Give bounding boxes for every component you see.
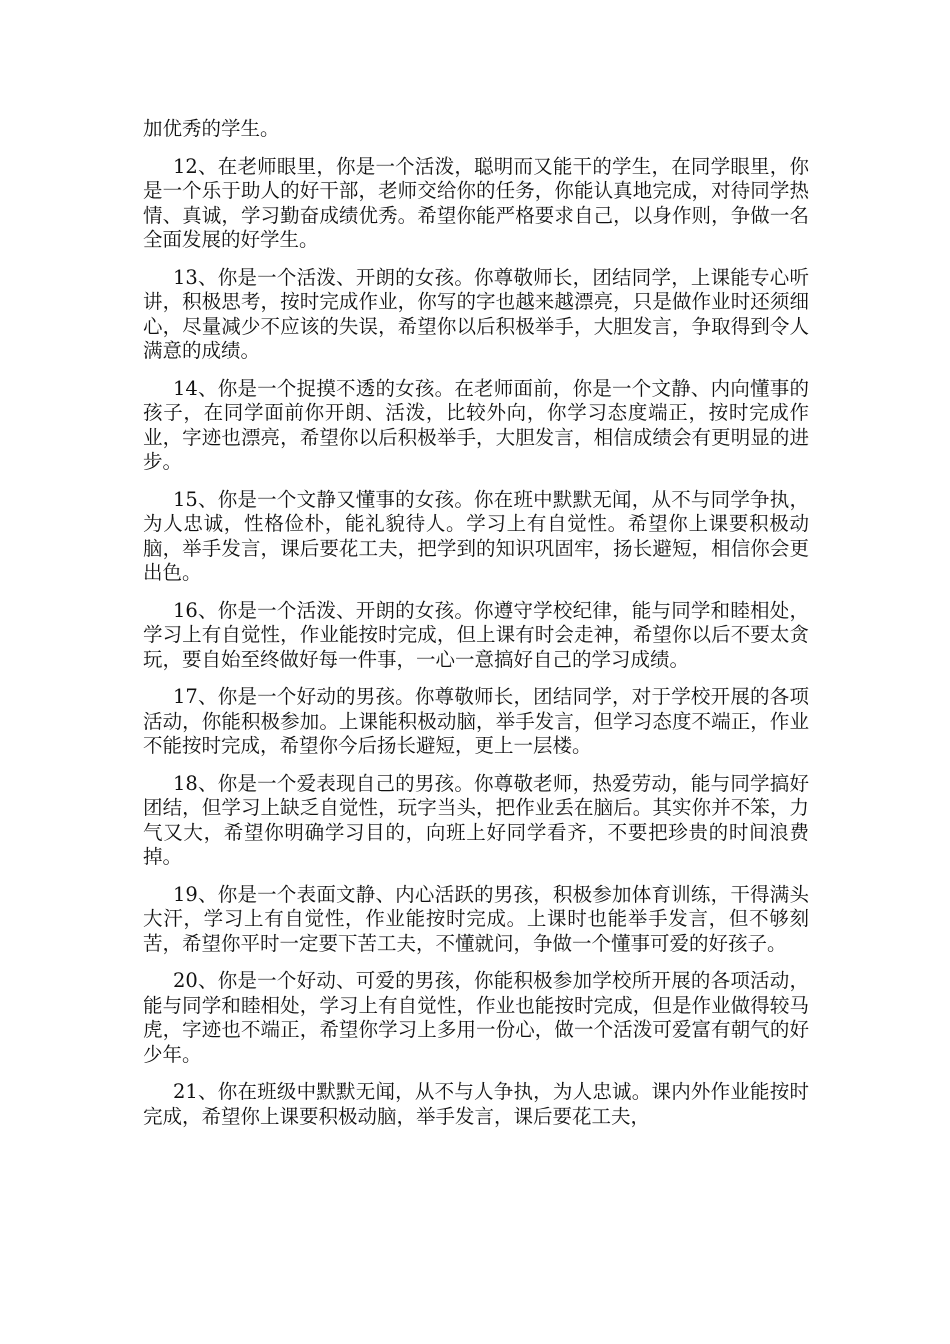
paragraph-comment-18: 18、你是一个爱表现自己的男孩。你尊敬老师，热爱劳动，能与同学搞好团结，但学习上缺乏自觉性，玩字当头，把作业丢在脑后。其实你并不笨，力气又大，希望你明确学习目的，向班上好同学看齐，不要把珍贵的时间浪费掉。 bbox=[143, 771, 809, 868]
paragraph-comment-14: 14、你是一个捉摸不透的女孩。在老师面前，你是一个文静、内向懂事的孩子，在同学面前你开朗、活泼，比较外向，你学习态度端正，按时完成作业，字迹也漂亮，希望你以后积极举手，大胆发言，相信成绩会有更明显的进步。 bbox=[143, 376, 809, 473]
paragraph-comment-19: 19、你是一个表面文静、内心活跃的男孩，积极参加体育训练，干得满头大汗，学习上有自觉性，作业能按时完成。上课时也能举手发言，但不够刻苦，希望你平时一定要下苦工夫，不懂就问，争做一个懂事可爱的好孩子。 bbox=[143, 882, 809, 955]
paragraph-comment-20: 20、你是一个好动、可爱的男孩，你能积极参加学校所开展的各项活动，能与同学和睦相处，学习上有自觉性，作业也能按时完成，但是作业做得较马虎，字迹也不端正，希望你学习上多用一份心，做一个活泼可爱富有朝气的好少年。 bbox=[143, 969, 809, 1066]
paragraph-comment-16: 16、你是一个活泼、开朗的女孩。你遵守学校纪律，能与同学和睦相处，学习上有自觉性，作业能按时完成，但上课有时会走神，希望你以后不要太贪玩，要自始至终做好每一件事，一心一意搞好自己的学习成绩。 bbox=[143, 598, 809, 671]
document-body bbox=[143, 117, 809, 1142]
paragraph-comment-21: 21、你在班级中默默无闻，从不与人争执，为人忠诚。课内外作业能按时完成，希望你上课要积极动脑，举手发言，课后要花工夫， bbox=[143, 1080, 809, 1128]
paragraph-comment-17: 17、你是一个好动的男孩。你尊敬师长，团结同学，对于学校开展的各项活动，你能积极参加。上课能积极动脑，举手发言，但学习态度不端正，作业不能按时完成，希望你今后扬长避短，更上一层楼。 bbox=[143, 685, 809, 757]
paragraph-comment-12: 12、在老师眼里，你是一个活泼，聪明而又能干的学生，在同学眼里，你是一个乐于助人的好干部，老师交给你的任务，你能认真地完成，对待同学热情、真诚，学习勤奋成绩优秀。希望你能严格要求自己，以身作则，争做一名全面发展的好学生。 bbox=[143, 154, 809, 251]
paragraph-comment-13: 13、你是一个活泼、开朗的女孩。你尊敬师长，团结同学，上课能专心听讲，积极思考，按时完成作业，你写的字也越来越漂亮，只是做作业时还须细心，尽量减少不应该的失误，希望你以后积极举手，大胆发言，争取得到令人满意的成绩。 bbox=[143, 265, 809, 362]
paragraph-continuation: 加优秀的学生。 bbox=[143, 117, 280, 140]
paragraph-comment-15: 15、你是一个文静又懂事的女孩。你在班中默默无闻，从不与同学争执，为人忠诚，性格俭朴，能礼貌待人。学习上有自觉性。希望你上课要积极动脑，举手发言，课后要花工夫，把学到的知识巩固牢，扬长避短，相信你会更出色。 bbox=[143, 487, 809, 584]
